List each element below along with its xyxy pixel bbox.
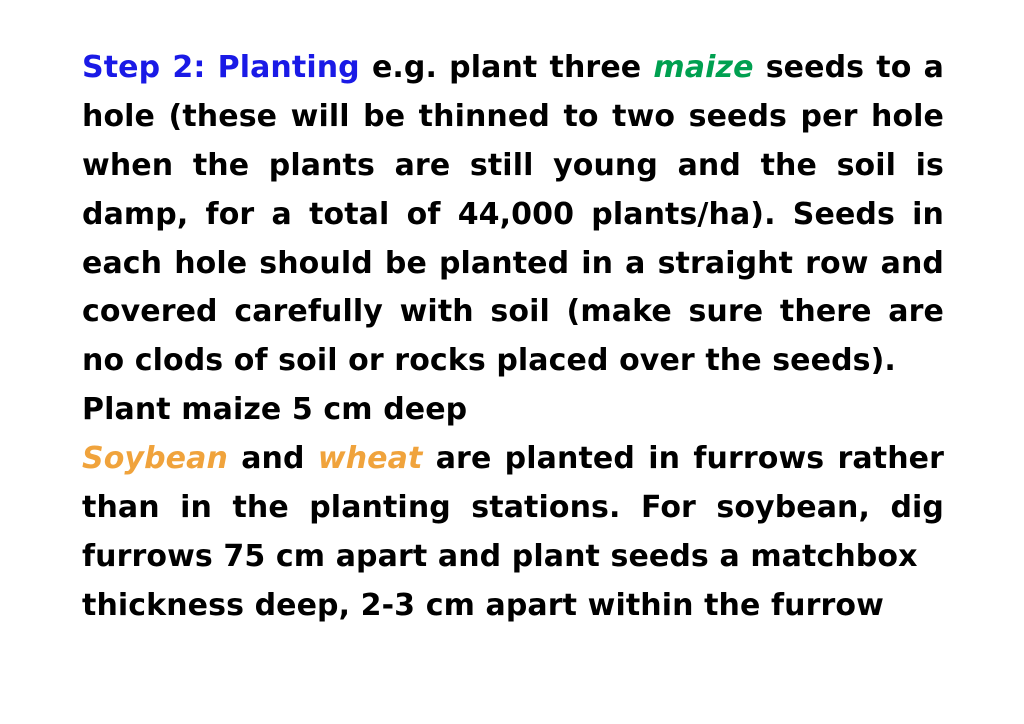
paragraph-planting: [82, 44, 944, 386]
paragraph-furrows-tail: [82, 582, 944, 631]
conjunction-and: and: [227, 441, 318, 477]
crop-soybean-keyword: Soybean: [82, 441, 228, 477]
paragraph-planting-tail: [82, 386, 944, 435]
paragraph-furrows: [82, 435, 944, 582]
planting-depth-text: Plant maize 5 cm deep: [82, 392, 468, 428]
furrow-body-text: are planted in furrows rather than in the planting stations. For soybean, dig furrows 75 cm apart and plant seeds a matchbox: [82, 441, 944, 574]
crop-wheat-keyword: wheat: [317, 441, 423, 477]
step-heading: Step 2: Planting: [82, 50, 360, 85]
planting-body-text: seeds to a hole (these will be thinned to two seeds per hole when the plants are still young and the soil is damp, for a total of 44,000 plants/ha). Seeds in each hole should be planted in a straight row and covered carefully with soil (make sure there are no clods of soil or rocks placed over the seeds).: [82, 50, 944, 379]
planting-intro-text: e.g. plant three: [359, 50, 654, 85]
furrow-spacing-text: thickness deep, 2-3 cm apart within the furrow: [82, 587, 884, 623]
crop-maize-keyword: maize: [653, 50, 754, 85]
